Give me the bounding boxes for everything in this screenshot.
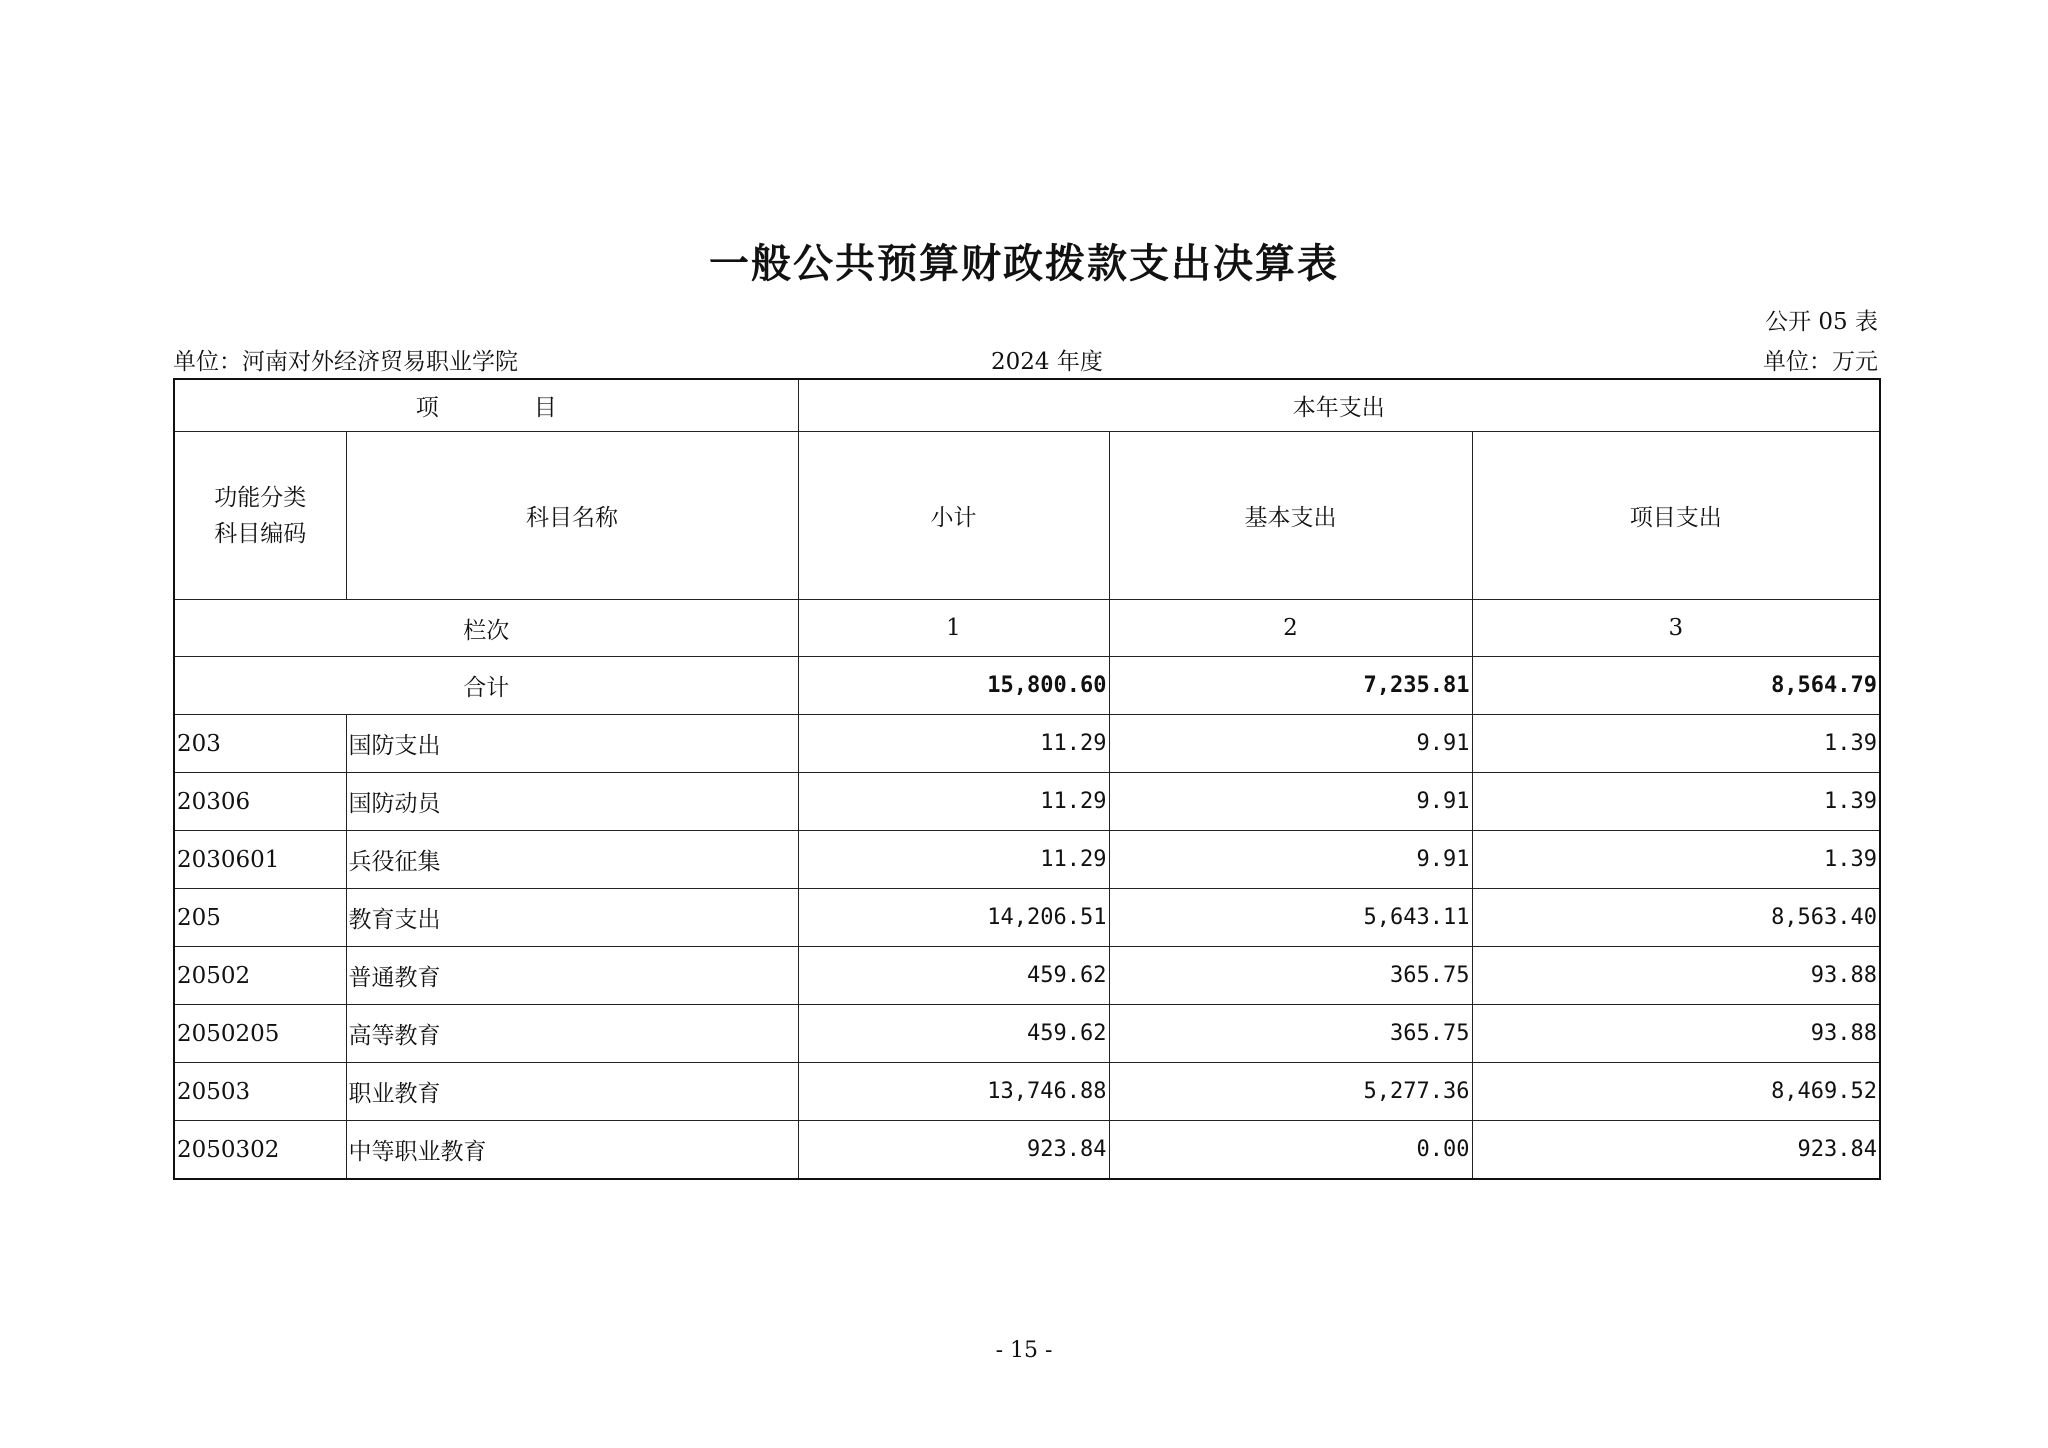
table-row	[174, 773, 1880, 831]
table-row	[174, 1063, 1880, 1121]
row-basic: 9.91	[1109, 831, 1472, 889]
row-name: 中等职业教育	[346, 1121, 798, 1180]
expenditure-table	[173, 378, 1881, 1180]
row-subtotal: 459.62	[798, 947, 1109, 1005]
header-code-line1: 功能分类	[214, 484, 307, 511]
header-row-1	[174, 379, 1880, 432]
page-number: - 15 -	[995, 1338, 1053, 1363]
row-name: 普通教育	[346, 947, 798, 1005]
page-title: 一般公共预算财政拨款支出决算表	[709, 240, 1339, 287]
total-row	[174, 657, 1880, 715]
info-row	[173, 343, 1878, 373]
row-code: 20502	[174, 947, 346, 1005]
header-code	[174, 432, 346, 600]
row-name: 兵役征集	[346, 831, 798, 889]
header-subject-name: 科目名称	[346, 432, 798, 600]
row-subtotal: 459.62	[798, 1005, 1109, 1063]
header-code-line2: 科目编码	[214, 520, 307, 547]
row-basic: 9.91	[1109, 715, 1472, 773]
row-project: 93.88	[1472, 1005, 1880, 1063]
row-name: 国防动员	[346, 773, 798, 831]
table-row	[174, 1005, 1880, 1063]
row-subtotal: 14,206.51	[798, 889, 1109, 947]
table-row	[174, 889, 1880, 947]
row-project: 93.88	[1472, 947, 1880, 1005]
total-basic: 7,235.81	[1109, 657, 1472, 715]
row-code: 205	[174, 889, 346, 947]
column-index-label: 栏次	[174, 600, 798, 657]
row-basic: 365.75	[1109, 947, 1472, 1005]
header-row-2	[174, 432, 1880, 600]
header-project: 项目支出	[1472, 432, 1880, 600]
total-label: 合计	[174, 657, 798, 715]
row-name: 职业教育	[346, 1063, 798, 1121]
row-project: 8,469.52	[1472, 1063, 1880, 1121]
row-project: 1.39	[1472, 773, 1880, 831]
header-subtotal: 小计	[798, 432, 1109, 600]
total-project: 8,564.79	[1472, 657, 1880, 715]
row-project: 923.84	[1472, 1121, 1880, 1180]
table-row	[174, 947, 1880, 1005]
row-subtotal: 923.84	[798, 1121, 1109, 1180]
row-code: 2050205	[174, 1005, 346, 1063]
column-index-2: 2	[1109, 600, 1472, 657]
fiscal-year: 2024 年度	[991, 349, 1103, 375]
row-project: 1.39	[1472, 715, 1880, 773]
row-basic: 9.91	[1109, 773, 1472, 831]
row-code: 2050302	[174, 1121, 346, 1180]
currency-unit: 单位：万元	[1763, 349, 1878, 375]
form-number: 公开 05 表	[1765, 309, 1878, 335]
row-subtotal: 13,746.88	[798, 1063, 1109, 1121]
table-row	[174, 1121, 1880, 1180]
row-subtotal: 11.29	[798, 715, 1109, 773]
table-row	[174, 831, 1880, 889]
row-basic: 365.75	[1109, 1005, 1472, 1063]
row-basic: 5,277.36	[1109, 1063, 1472, 1121]
row-basic: 0.00	[1109, 1121, 1472, 1180]
table-row	[174, 715, 1880, 773]
column-index-1: 1	[798, 600, 1109, 657]
header-basic: 基本支出	[1109, 432, 1472, 600]
row-code: 20306	[174, 773, 346, 831]
row-subtotal: 11.29	[798, 773, 1109, 831]
row-project: 1.39	[1472, 831, 1880, 889]
total-subtotal: 15,800.60	[798, 657, 1109, 715]
row-subtotal: 11.29	[798, 831, 1109, 889]
column-index-row	[174, 600, 1880, 657]
row-code: 20503	[174, 1063, 346, 1121]
header-current-year: 本年支出	[798, 379, 1880, 432]
row-name: 教育支出	[346, 889, 798, 947]
row-project: 8,563.40	[1472, 889, 1880, 947]
row-code: 2030601	[174, 831, 346, 889]
column-index-3: 3	[1472, 600, 1880, 657]
unit-organization: 单位：河南对外经济贸易职业学院	[173, 349, 518, 375]
row-code: 203	[174, 715, 346, 773]
row-name: 国防支出	[346, 715, 798, 773]
header-item: 项 目	[174, 379, 798, 432]
row-basic: 5,643.11	[1109, 889, 1472, 947]
row-name: 高等教育	[346, 1005, 798, 1063]
